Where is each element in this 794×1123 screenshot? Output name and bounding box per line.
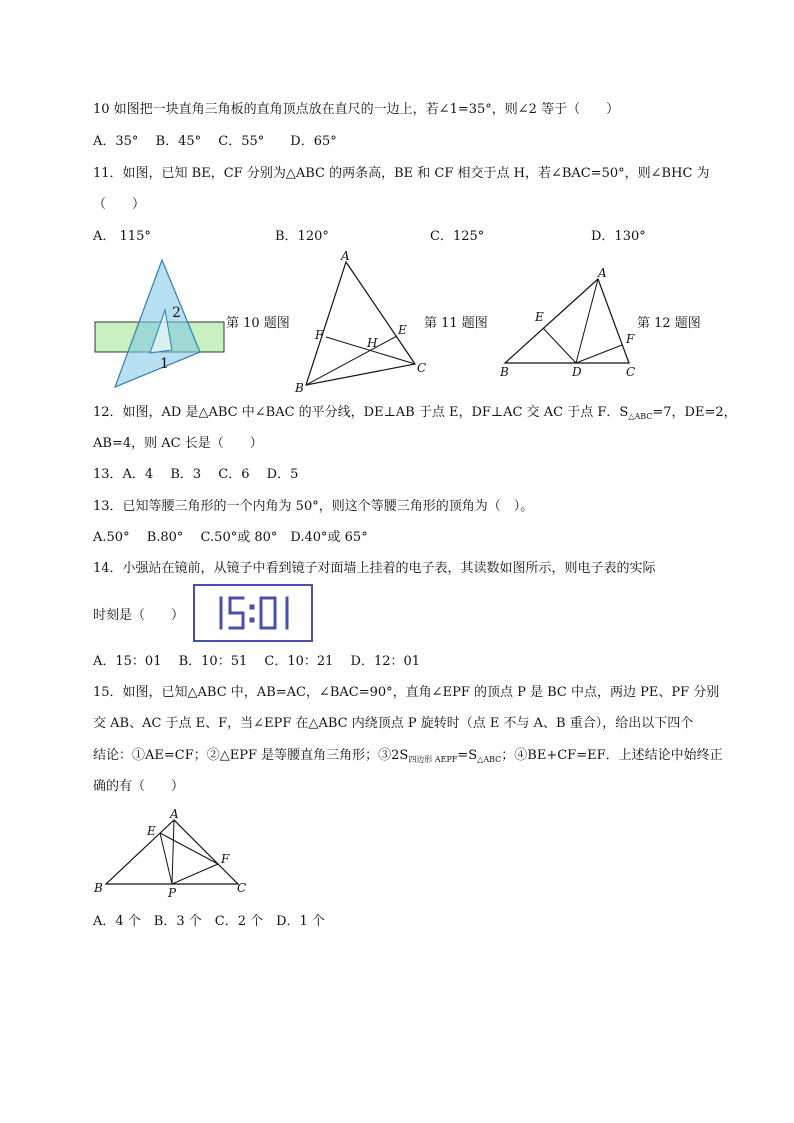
q11-option-c: C．125°	[430, 229, 485, 244]
label-a-15: A	[170, 807, 179, 821]
q10-options: A．35° B．45° C．55° D．65°	[93, 134, 337, 149]
label-c-12: C	[626, 365, 636, 379]
label-c: C	[417, 361, 427, 375]
figure-11	[290, 250, 500, 400]
line-pf	[172, 864, 218, 884]
angle-2-label: 2	[172, 305, 181, 321]
q12-options: 13．A．4 B．3 C．6 D．5	[93, 467, 299, 482]
q11-option-b: B．120°	[275, 229, 329, 244]
q12-area-subscript: △ABC	[628, 412, 653, 421]
q15-text-2: 交 AB、AC 于点 E、F，当∠EPF 在△ABC 内绕顶点 P 旋转时（点 E 不与 A、B 重合），给出以下四个	[93, 716, 694, 731]
label-h: H	[367, 336, 378, 350]
q15-text-3	[93, 747, 723, 769]
perp-df	[576, 345, 622, 363]
q13-text: 13．已知等腰三角形的一个内角为 50°，则这个等腰三角形的顶角为（ ）。	[93, 499, 534, 514]
q12-text-2: AB=4，则 AC 长是（ ）	[93, 436, 263, 451]
q15-text-4: 确的有（ ）	[93, 779, 185, 794]
label-b: B	[295, 381, 304, 395]
line-ef	[160, 833, 218, 864]
label-f-12: F	[626, 332, 635, 346]
q14-text: 14．小强站在镜前，从镜子中看到镜子对面墙上挂着的电子表，其读数如图所示，则电子表的实际	[93, 561, 656, 576]
figure-15	[90, 808, 260, 903]
colon-dot-top	[251, 606, 253, 608]
label-p-15: P	[168, 886, 177, 900]
label-f-15: F	[221, 852, 230, 866]
figure-10-caption: 第 10 题图	[226, 316, 290, 331]
q15-text-3a: 结论：①AE=CF；②△EPF 是等腰直角三角形；③2S	[93, 748, 409, 763]
perp-de	[543, 328, 576, 363]
clock-display	[195, 586, 311, 640]
label-e-15: E	[147, 824, 156, 838]
label-e-12: E	[535, 310, 544, 324]
q12-text-a: 12．如图，AD 是△ABC 中∠BAC 的平分线，DE⊥AB 于点 E，DF⊥AC 交 AC 于点 F．S	[93, 405, 629, 420]
label-f: F	[315, 328, 324, 342]
angle-1-label: 1	[160, 356, 169, 372]
q15-text-3c: ；④BE+CF=EF．上述结论中始终正	[501, 748, 723, 763]
bisector-ad	[576, 279, 598, 363]
label-a: A	[341, 249, 350, 263]
label-e: E	[398, 323, 407, 337]
line-pe	[160, 833, 172, 884]
label-c-15: C	[237, 881, 247, 895]
triangle-abc-12	[505, 279, 629, 363]
q11-text: 11．如图，已知 BE，CF 分别为△ABC 的两条高，BE 和 CF 相交于点 H，若∠BAC=50°，则∠BHC 为	[93, 166, 710, 181]
q11-option-d: D．130°	[591, 229, 646, 244]
q11-option-a: A． 115°	[93, 229, 151, 244]
label-d-12: D	[572, 365, 582, 379]
label-a-12: A	[598, 266, 607, 280]
figure-11-caption: 第 11 题图	[424, 316, 488, 331]
q13-options: A.50° B.80° C.50°或 80° D.40°或 65°	[93, 530, 368, 545]
figure-12	[495, 265, 710, 385]
label-b-15: B	[94, 881, 103, 895]
digital-clock	[193, 584, 313, 642]
q15-quad-subscript: 四边形 AEPF	[408, 755, 458, 764]
q12-text-b: =7，DE=2，	[652, 405, 737, 420]
q15-options: A．4 个 B．3 个 C．2 个 D．1 个	[93, 914, 325, 929]
digit-5-segment	[230, 598, 243, 628]
q15-tri-subscript: △ABC	[477, 755, 502, 764]
label-b-12: B	[500, 365, 509, 379]
line-ap	[172, 820, 174, 884]
figure-12-caption: 第 12 题图	[637, 316, 701, 331]
q15-text-3b: =S	[457, 748, 478, 763]
q10-text: 10 如图把一块直角三角板的直角顶点放在直尺的一边上，若∠1=35°，则∠2 等于（ ）	[93, 102, 620, 117]
q15-text: 15．如图，已知△ABC 中，AB=AC，∠BAC=90°，直角∠EPF 的顶点 P 是 BC 中点，两边 PE、PF 分别	[93, 685, 720, 700]
q14-text-2: 时刻是（ ）	[93, 608, 185, 623]
q14-options: A．15：01 B．10：51 C．10：21 D．12：01	[93, 654, 421, 669]
q11-blank: （ ）	[93, 197, 146, 212]
colon-dot-bottom	[251, 619, 253, 621]
q12-text	[93, 404, 737, 426]
figure-10	[90, 255, 300, 390]
digit-0-segment	[261, 598, 275, 628]
